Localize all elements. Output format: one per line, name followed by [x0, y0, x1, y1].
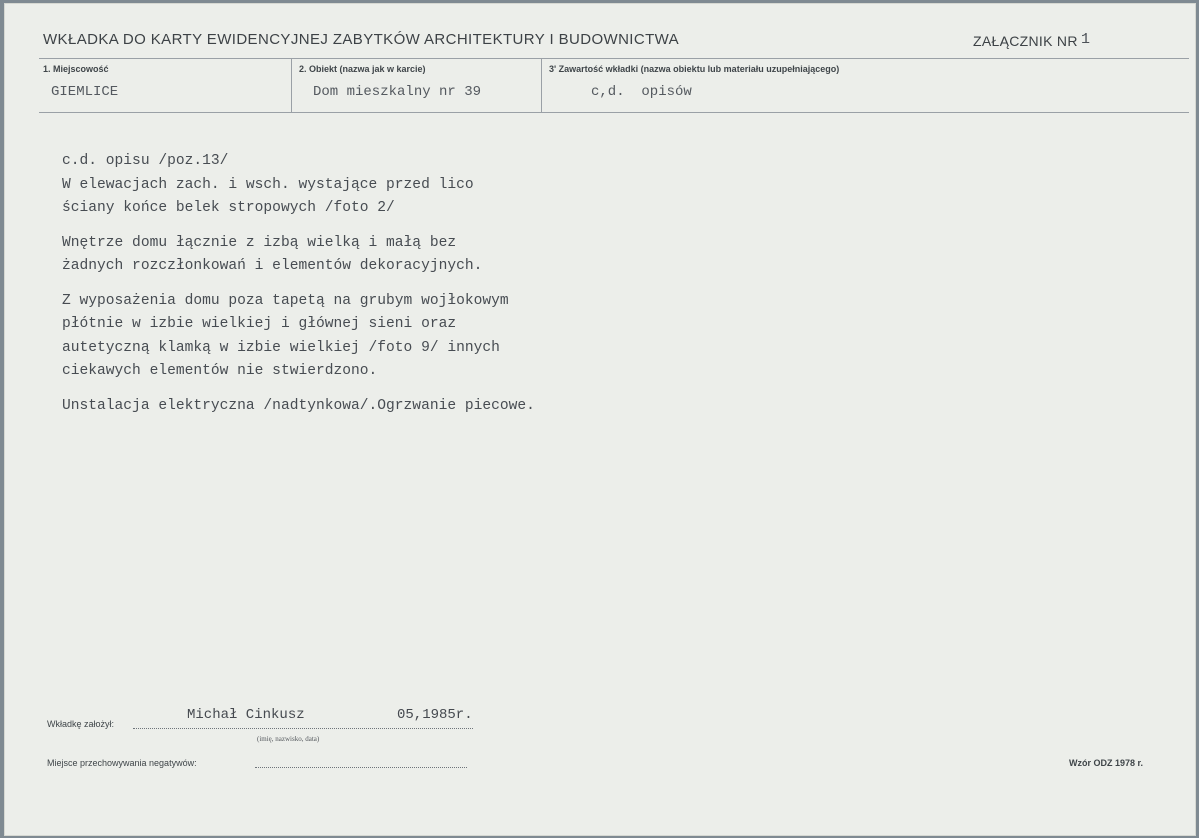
- text-line: Z wyposażenia domu poza tapetą na grubym wojłokowym: [62, 292, 509, 309]
- author-caption: (imię, nazwisko, data): [257, 735, 320, 743]
- contents-label: 3' Zawartość wkładki (nazwa obiektu lub materiału uzupełniającego): [549, 64, 840, 74]
- author-name: Michał Cinkusz: [187, 707, 305, 723]
- negatives-location-label: Miejsce przechowywania negatywów:: [47, 758, 197, 768]
- negatives-dotted-line: [255, 767, 467, 768]
- paragraph: [62, 290, 1142, 384]
- text-line: Unstalacja elektryczna /nadtynkowa/.Ogrzwanie piecowe.: [62, 397, 535, 414]
- text-line: ciekawych elementów nie stwierdzono.: [62, 363, 378, 379]
- locality-value: GIEMLICE: [51, 84, 119, 100]
- contents-value: c,d. opisów: [591, 84, 692, 100]
- object-value: Dom mieszkalny nr 39: [313, 84, 482, 100]
- text-line: płótnie w izbie wielkiej i głównej sieni oraz: [62, 316, 457, 332]
- text-line: ściany końce belek stropowych /foto 2/: [62, 200, 395, 216]
- field-separator: [541, 59, 542, 112]
- object-label: 2. Obiekt (nazwa jak w karcie): [299, 64, 426, 74]
- header-rule: [39, 58, 1189, 59]
- document-title: WKŁADKA DO KARTY EWIDENCYJNEJ ZABYTKÓW ARCHITEKTURY I BUDOWNICTWA: [43, 31, 680, 48]
- text-line: Wnętrze domu łącznie z izbą wielką i małą bez: [62, 234, 457, 251]
- record-card: [4, 3, 1196, 836]
- text-line: W elewacjach zach. i wsch. wystające przed lico: [62, 176, 474, 193]
- paragraph: [62, 232, 1142, 279]
- insert-date: 05,1985r.: [397, 707, 473, 723]
- text-line: żadnych rozczłonkowań i elementów dekoracyjnych.: [62, 258, 483, 274]
- text-line: c.d. opisu /poz.13/: [62, 153, 229, 169]
- text-line: autetyczną klamką w izbie wielkiej /foto 9/ innych: [62, 339, 500, 356]
- description-text: [62, 150, 1142, 429]
- author-dotted-line: [133, 728, 473, 729]
- paragraph: [62, 395, 1142, 419]
- locality-label: 1. Miejscowość: [43, 64, 109, 74]
- annex-number: 1: [1081, 31, 1091, 48]
- field-separator: [291, 59, 292, 112]
- form-model: Wzór ODZ 1978 r.: [1069, 758, 1144, 768]
- insert-author-label: Wkładkę założył:: [47, 719, 115, 729]
- paragraph: [62, 150, 1142, 221]
- fields-rule: [39, 112, 1189, 113]
- annex-label: ZAŁĄCZNIK NR: [973, 33, 1078, 49]
